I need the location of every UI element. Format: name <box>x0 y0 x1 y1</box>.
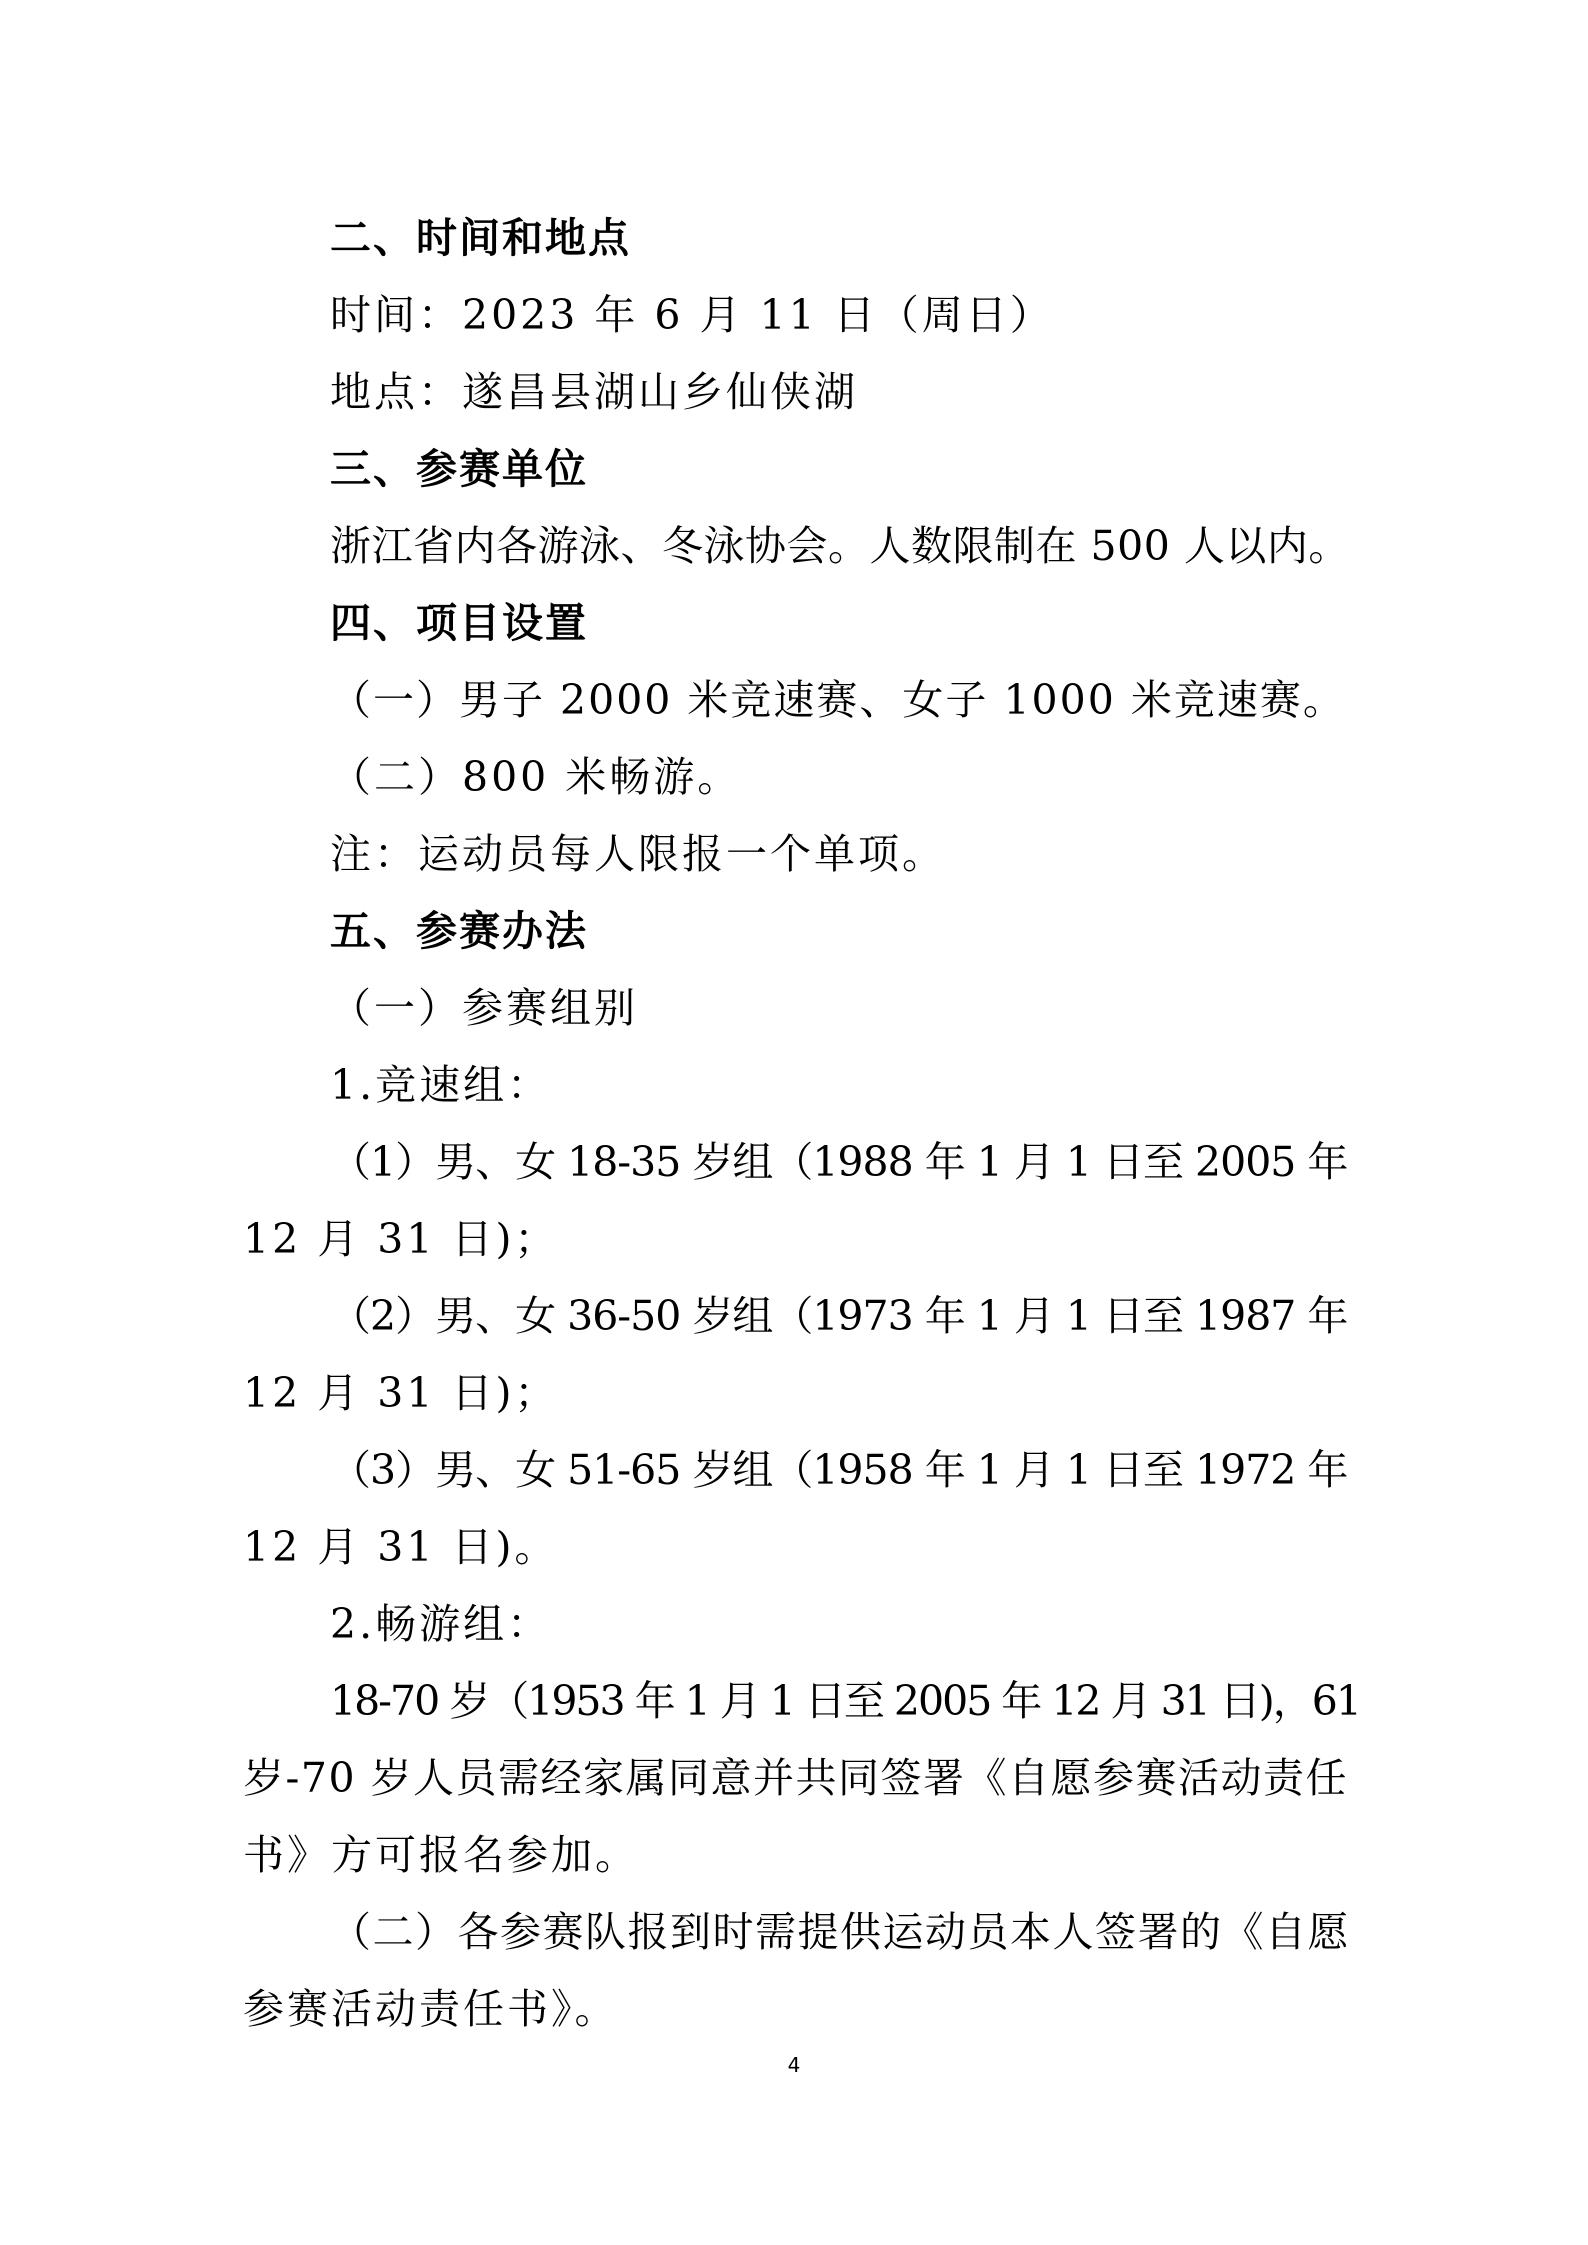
group-1-line-1: （1）男、女 18-35 岁组（1988 年 1 月 1 日至 2005 年 <box>330 1138 1348 1186</box>
leisure-group-label: 2.畅游组： <box>330 1600 552 1648</box>
methods-sub-2-line-1: （二）各参赛队报到时需提供运动员本人签署的《自愿 <box>330 1908 1350 1956</box>
events-note: 注：运动员每人限报一个单项。 <box>330 830 946 878</box>
group-2-line-2: 12 月 31 日)； <box>243 1369 559 1417</box>
speed-group-label: 1.竞速组： <box>330 1061 552 1109</box>
section-heading-units: 三、参赛单位 <box>330 445 588 493</box>
group-3-line-2: 12 月 31 日)。 <box>243 1523 559 1571</box>
time-line: 时间：2023 年 6 月 11 日（周日） <box>330 291 1054 339</box>
group-3-line-1: （3）男、女 51-65 岁组（1958 年 1 月 1 日至 1972 年 <box>330 1446 1348 1494</box>
events-item-1: （一）男子 2000 米竞速赛、女子 1000 米竞速赛。 <box>330 676 1346 724</box>
leisure-line-3: 书》方可报名参加。 <box>243 1831 639 1879</box>
page-number: 4 <box>787 2053 801 2077</box>
units-text: 浙江省内各游泳、冬泳协会。人数限制在 500 人以内。 <box>330 522 1350 570</box>
methods-sub-1: （一）参赛组别 <box>330 984 638 1032</box>
events-item-2: （二）800 米畅游。 <box>330 753 742 801</box>
group-1-line-2: 12 月 31 日)； <box>243 1215 559 1263</box>
section-heading-methods: 五、参赛办法 <box>330 907 588 955</box>
section-heading-time-place: 二、时间和地点 <box>330 214 631 262</box>
leisure-line-1: 18-70 岁（1953 年 1 月 1 日至 2005 年 12 月 31 日)，61 <box>330 1677 1360 1725</box>
section-heading-events: 四、项目设置 <box>330 599 588 647</box>
place-line: 地点：遂昌县湖山乡仙侠湖 <box>330 368 858 416</box>
leisure-line-2: 岁-70 岁人员需经家属同意并共同签署《自愿参赛活动责任 <box>243 1754 1349 1802</box>
methods-sub-2-line-2: 参赛活动责任书》。 <box>243 1985 619 2033</box>
group-2-line-1: （2）男、女 36-50 岁组（1973 年 1 月 1 日至 1987 年 <box>330 1292 1348 1340</box>
